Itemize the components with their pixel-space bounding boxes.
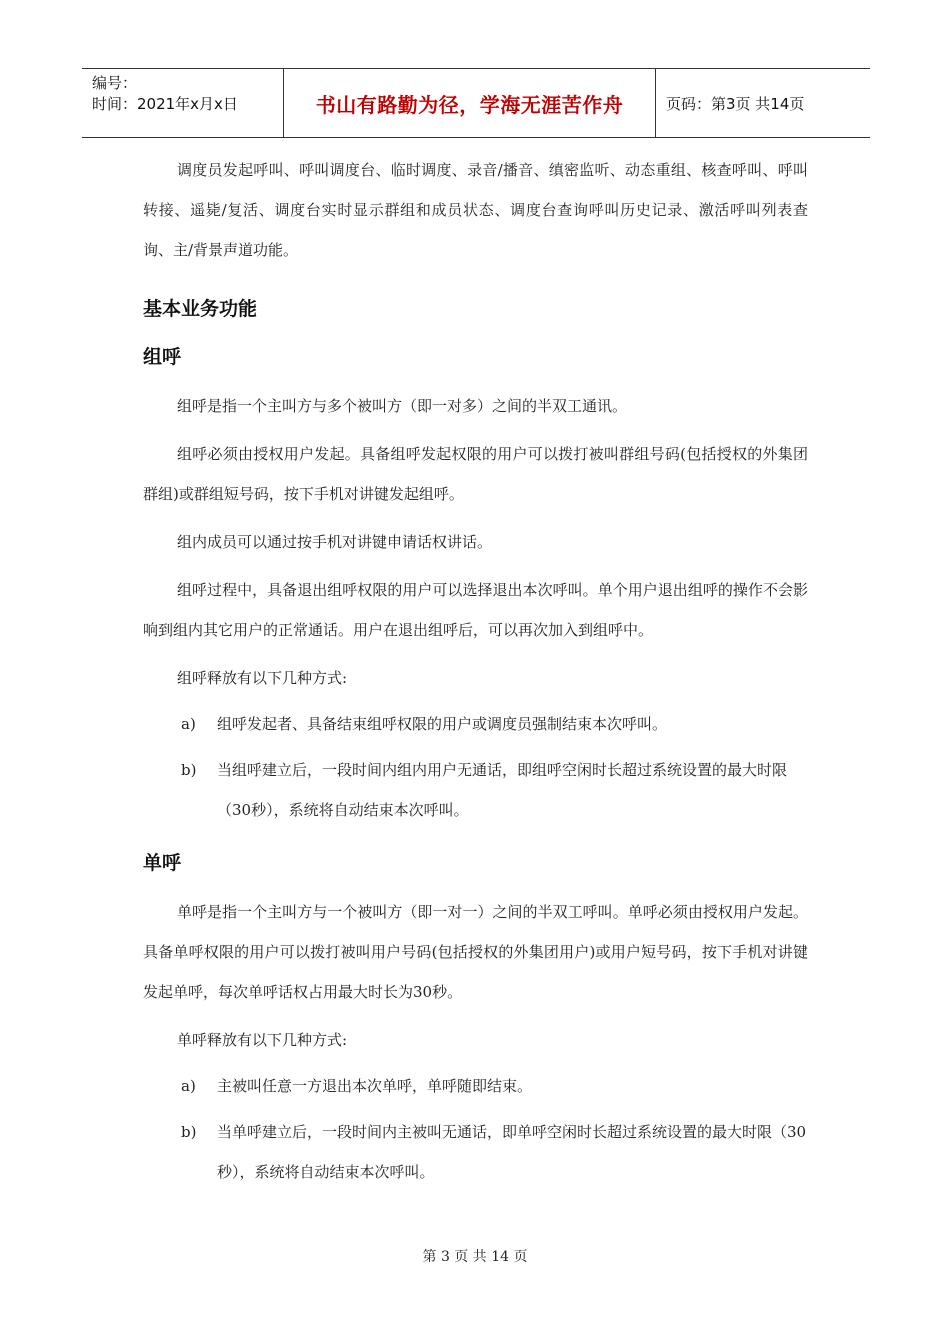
list-item [143,704,808,744]
subsection-heading-group-call: 组呼 [143,346,182,368]
list-item-text: 当组呼建立后，一段时间内组内用户无通话，即组呼空闲时长超过系统设置的最大时限（30秒），系统将自动结束本次呼叫。 [217,761,788,819]
list-item-text: 组呼发起者、具备结束组呼权限的用户或调度员强制结束本次呼叫。 [217,715,668,733]
document-time-label: 时间：2021年x月x日 [92,95,238,113]
group-call-paragraph: 组呼必须由授权用户发起。具备组呼发起权限的用户可以拨打被叫群组号码(包括授权的外集团群组)或群组短号码，按下手机对讲键发起组呼。 [143,445,808,503]
list-marker: b) [181,761,197,779]
header-motto: 书山有路勤为径，学海无涯苦作舟 [283,69,656,137]
page-footer: 第 3 页 共 14 页 [422,1249,528,1265]
list-item-text: 主被叫任意一方退出本次单呼，单呼随即结束。 [217,1077,533,1095]
single-call-paragraph: 单呼是指一个主叫方与一个被叫方（即一对一）之间的半双工呼叫。单呼必须由授权用户发起。具备单呼权限的用户可以拨打被叫用户号码(包括授权的外集团用户)或用户短号码，按下手机对讲键发起单呼，每次单呼话权占用最大时长为30秒。 [143,903,808,1001]
document-number-label: 编号： [92,74,138,92]
list-item-text: 当单呼建立后，一段时间内主被叫无通话，即单呼空闲时长超过系统设置的最大时限（30秒），系统将自动结束本次呼叫。 [217,1123,807,1181]
single-call-paragraph: 单呼释放有以下几种方式: [177,1031,348,1049]
header-page-number: 页码：第3页 共14页 [666,94,805,113]
document-body [143,150,808,1192]
list-marker: b) [181,1123,197,1141]
intro-paragraph: 调度员发起呼叫、呼叫调度台、临时调度、录音/播音、缜密监听、动态重组、核查呼叫、呼叫转接、遥毙/复活、调度台实时显示群组和成员状态、调度台查询呼叫历史记录、激活呼叫列表查询、主/背景声道功能。 [143,161,808,259]
page-header [82,68,870,138]
group-call-paragraph: 组呼释放有以下几种方式: [177,669,348,687]
group-call-paragraph: 组呼过程中，具备退出组呼权限的用户可以选择退出本次呼叫。单个用户退出组呼的操作不会影响到组内其它用户的正常通话。用户在退出组呼后，可以再次加入到组呼中。 [143,581,808,639]
subsection-heading-single-call: 单呼 [143,852,182,874]
list-marker: a) [181,715,196,733]
list-marker: a) [181,1077,196,1095]
group-call-paragraph: 组呼是指一个主叫方与多个被叫方（即一对多）之间的半双工通讯。 [177,397,628,415]
list-item [143,1112,808,1192]
header-meta [82,69,283,137]
list-item [143,1066,808,1106]
group-call-paragraph: 组内成员可以通过按手机对讲键申请话权讲话。 [177,533,493,551]
section-heading-basic-functions: 基本业务功能 [143,298,258,320]
list-item [143,750,808,830]
